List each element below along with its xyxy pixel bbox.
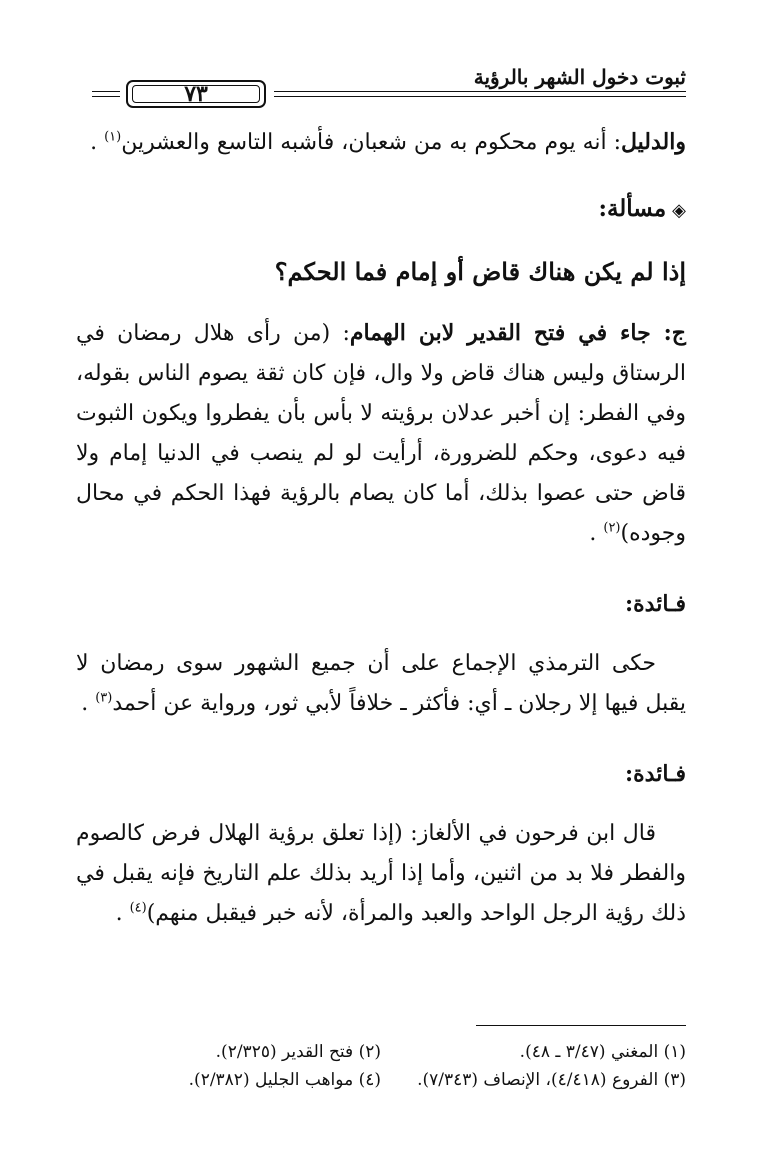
- footnote-separator: [476, 1025, 686, 1026]
- footnote-1: (١) المغني (٣/٤٧ ـ ٤٨).: [519, 1042, 686, 1062]
- header-rule-left: [92, 91, 120, 97]
- answer-paragraph: ج: جاء في فتح القدير لابن الهمام: (من رأى هلال رمضان في الرستاق وليس هناك قاض ولا وال، فإن كان ثقة يصوم الناس بقوله، وفي الفطر: إن أخبر عدلان برؤيته لا بأس بأن يفطروا ويكون الثبوت فيه دعوى، وحكم للضرورة، أرأيت لو لم ينصب في الدنيا إمام ولا قاض حتى عصوا بذلك، أما كان يصام بالرؤية فهذا الحكم في محال وجوده)$^{(٢)}$ .: [76, 320, 686, 546]
- issue-heading: مسألة:: [598, 195, 667, 222]
- evidence-paragraph: والدليل: أنه يوم محكوم به من شعبان، فأشبه التاسع والعشرين$^{(١)}$ .: [90, 129, 686, 155]
- page-body: [76, 122, 686, 934]
- header-rule-right: [274, 91, 686, 97]
- running-header: [92, 62, 686, 110]
- footnote-row: [76, 1066, 686, 1094]
- footnote-ref-1: (١): [104, 129, 122, 145]
- answer-text: : (من رأى هلال رمضان في الرستاق وليس هناك قاض ولا وال، فإن كان ثقة يصوم الناس بقوله، وفي الفطر: إن أخبر عدلان برؤيته لا بأس بأن يفطروا ويكون الثبوت فيه دعوى، وحكم للضرورة، أرأيت لو لم ينصب في الدنيا إمام ولا قاض حتى عصوا بذلك، أما كان يصام بالرؤية فهذا الحكم في محال وجوده): [76, 321, 686, 546]
- footnote-ref-4: (٤): [129, 900, 147, 916]
- evidence-text: : أنه يوم محكوم به من شعبان، فأشبه التاسع والعشرين: [121, 130, 621, 155]
- header-title: ثبوت دخول الشهر بالرؤية: [473, 65, 686, 89]
- benefit-heading-1: فـائدة:: [625, 591, 686, 617]
- page-number-frame: [126, 80, 266, 108]
- issue-heading-line: [76, 189, 686, 231]
- benefit-paragraph-1: حكى الترمذي الإجماع على أن جميع الشهور سوى رمضان لا يقبل فيها إلا رجلان ـ أي: فأكثر ـ خلافاً لأبي ثور، ورواية عن أحمد$^{(٣)}$ .: [76, 651, 686, 716]
- footnote-ref-2: (٢): [603, 520, 621, 536]
- diamond-marker-icon: ◈: [672, 200, 686, 221]
- benefit-text-2: قال ابن فرحون في الألغاز: (إذا تعلق برؤية الهلال فرض كالصوم والفطر فلا بد من اثنين، وأما إذا أريد بذلك علم التاريخ فإنه يقبل في ذلك رؤية الرجل الواحد والعبد والمرأة، لأنه خبر فيقبل منهم): [76, 821, 686, 926]
- evidence-label: والدليل: [621, 129, 686, 155]
- benefit-text-1: حكى الترمذي الإجماع على أن جميع الشهور سوى رمضان لا يقبل فيها إلا رجلان ـ أي: فأكثر ـ خلافاً لأبي ثور، ورواية عن أحمد: [76, 651, 686, 716]
- benefit-paragraph-2: قال ابن فرحون في الألغاز: (إذا تعلق برؤية الهلال فرض كالصوم والفطر فلا بد من اثنين، وأما إذا أريد بذلك علم التاريخ فإنه يقبل في ذلك رؤية الرجل الواحد والعبد والمرأة، لأنه خبر فيقبل منهم)$^{(٤)}$ .: [76, 821, 686, 926]
- footnote-ref-3: (٣): [95, 690, 113, 706]
- footnote-3: (٣) الفروع (٤/٤١٨)، الإنصاف (٧/٣٤٣).: [417, 1070, 686, 1090]
- benefit-heading-2: فـائدة:: [625, 761, 686, 787]
- footnote-2: (٢) فتح القدير (٢/٣٢٥).: [215, 1042, 381, 1062]
- footnote-row: [76, 1038, 686, 1066]
- footnotes: [76, 1038, 686, 1094]
- footnote-4: (٤) مواهب الجليل (٢/٣٨٢).: [188, 1070, 381, 1090]
- question-heading: إذا لم يكن هناك قاض أو إمام فما الحكم؟: [274, 257, 686, 286]
- answer-label: ج: جاء في فتح القدير لابن الهمام: [349, 320, 686, 346]
- page-number: ٧٣: [184, 81, 208, 107]
